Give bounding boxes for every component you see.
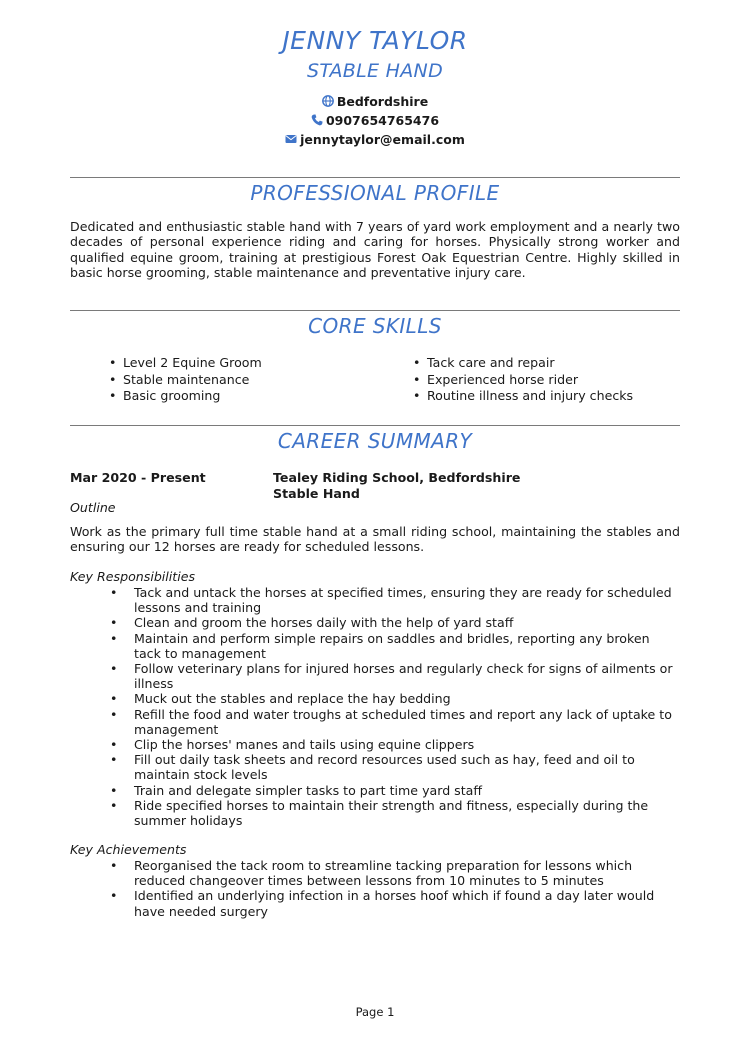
outline-label: Outline: [70, 500, 116, 515]
skill-item: • Basic grooming: [109, 388, 389, 405]
divider: [70, 310, 680, 311]
section-title-profile: PROFESSIONAL PROFILE: [250, 181, 500, 205]
job-role: Stable Hand: [273, 486, 360, 501]
section-title-career: CAREER SUMMARY: [277, 429, 473, 453]
skill-item: • Experienced horse rider: [413, 372, 680, 389]
skills-list-right: [413, 355, 680, 405]
candidate-job-title: STABLE HAND: [306, 60, 443, 82]
list-item: • Muck out the stables and replace the hay bedding: [110, 691, 680, 706]
contact-phone: [0, 113, 750, 128]
list-item: • Tack and untack the horses at specified times, ensuring they are ready for scheduled lessons and training: [110, 585, 680, 615]
list-item: • Maintain and perform simple repairs on saddles and bridles, reporting any broken tack to management: [110, 631, 680, 661]
responsibilities-label: Key Responsibilities: [70, 569, 196, 584]
location-text: Bedfordshire: [336, 94, 429, 109]
list-item: • Train and delegate simpler tasks to part time yard staff: [110, 783, 680, 798]
outline-text: Work as the primary full time stable hand at a small riding school, maintaining the stables and ensuring our 12 horses are ready for scheduled lessons.: [70, 524, 680, 555]
email-link[interactable]: jennytaylor@email.com: [300, 132, 465, 147]
achievements-list: [110, 858, 680, 919]
list-item: • Ride specified horses to maintain their strength and fitness, especially during the summer holidays: [110, 798, 680, 828]
phone-text: 0907654765476: [325, 113, 440, 128]
globe-icon: [322, 95, 334, 107]
responsibilities-list: [110, 585, 680, 828]
divider: [70, 425, 680, 426]
candidate-name: JENNY TAYLOR: [282, 26, 468, 55]
skill-item: • Stable maintenance: [109, 372, 389, 389]
job-employer: Tealey Riding School, Bedfordshire: [273, 470, 521, 485]
phone-icon: [311, 114, 323, 126]
skill-item: • Level 2 Equine Groom: [109, 355, 389, 372]
list-item: • Clip the horses' manes and tails using equine clippers: [110, 737, 680, 752]
list-item: • Identified an underlying infection in a horses hoof which if found a day later would have needed surgery: [110, 888, 680, 918]
skill-item: • Routine illness and injury checks: [413, 388, 680, 405]
section-title-skills: CORE SKILLS: [308, 314, 442, 338]
list-item: • Follow veterinary plans for injured horses and regularly check for signs of ailments or illness: [110, 661, 680, 691]
list-item: • Clean and groom the horses daily with the help of yard staff: [110, 615, 680, 630]
skills-list-left: [109, 355, 389, 405]
list-item: • Refill the food and water troughs at scheduled times and report any lack of uptake to management: [110, 707, 680, 737]
page-number: Page 1: [355, 1005, 395, 1019]
contact-location: [0, 94, 750, 109]
list-item: • Reorganised the tack room to streamline tacking preparation for lessons which reduced changeover times between lessons from 10 minutes to 5 minutes: [110, 858, 680, 888]
envelope-icon: [285, 133, 297, 145]
list-item: • Fill out daily task sheets and record resources used such as hay, feed and oil to maintain stock levels: [110, 752, 680, 782]
job-dates: Mar 2020 - Present: [70, 470, 206, 485]
profile-text: Dedicated and enthusiastic stable hand with 7 years of yard work employment and a nearly two decades of personal experience riding and caring for horses. Physically strong worker and qualified equine groom, training at prestigious Forest Oak Equestrian Centre. Highly skilled in basic horse grooming, stable maintenance and preventative injury care.: [70, 219, 680, 280]
divider: [70, 177, 680, 178]
contact-email[interactable]: [0, 132, 750, 147]
skill-item: • Tack care and repair: [413, 355, 680, 372]
achievements-label: Key Achievements: [70, 842, 187, 857]
